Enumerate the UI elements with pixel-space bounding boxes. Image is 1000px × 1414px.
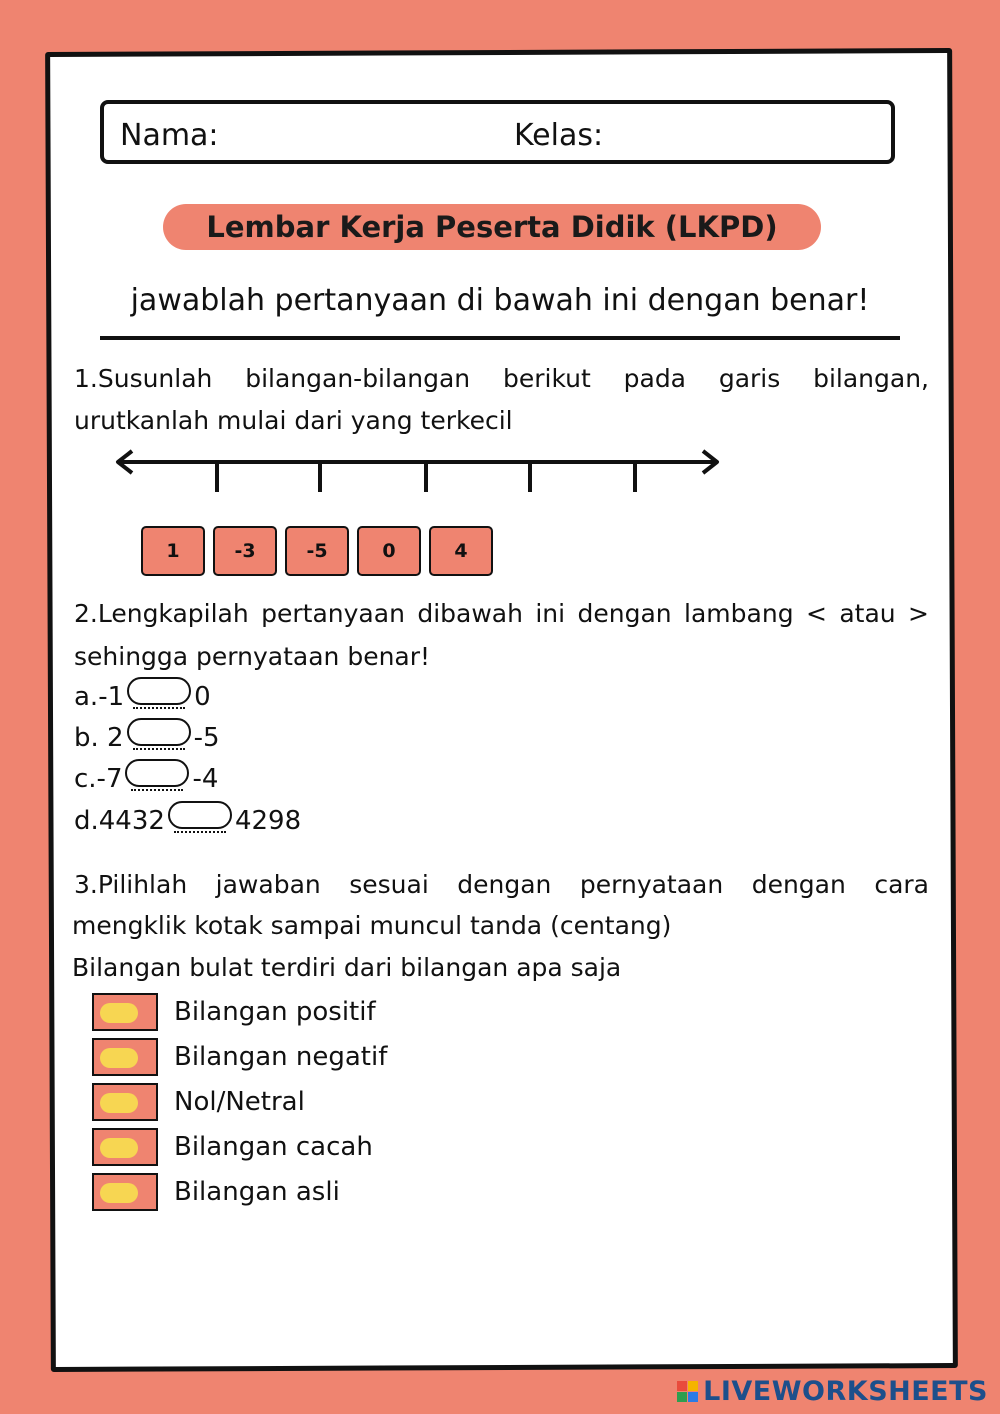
answer-input[interactable]: [168, 801, 232, 829]
option-checkbox[interactable]: [92, 1173, 158, 1211]
q2-item-right: -4: [192, 764, 219, 794]
divider: [100, 336, 900, 340]
brand-name: LIVEWORKSHEETS: [703, 1376, 988, 1407]
option-label: Nol/Netral: [174, 1087, 305, 1117]
draggable-tile[interactable]: 1: [141, 526, 205, 576]
number-line: [110, 440, 730, 500]
option-checkbox[interactable]: [92, 1083, 158, 1121]
draggable-tile[interactable]: 4: [429, 526, 493, 576]
q1-line1: 1.Susunlah bilangan-bilangan berikut pada garis bilangan,: [74, 364, 929, 393]
q2-line2: sehingga pernyataan benar!: [74, 642, 431, 671]
q2-item-left: b. 2: [74, 723, 124, 753]
option-label: Bilangan asli: [174, 1177, 340, 1207]
q2-item-left: c.-7: [74, 764, 123, 794]
q3-line2: mengklik kotak sampai muncul tanda (centang): [72, 911, 672, 940]
q1-line2: urutkanlah mulai dari yang terkecil: [74, 406, 513, 435]
option-label: Bilangan cacah: [174, 1132, 373, 1162]
q3-line3: Bilangan bulat terdiri dari bilangan apa saja: [72, 953, 622, 982]
class-label: Kelas:: [514, 118, 604, 153]
q2-item-left: a.-1: [74, 682, 125, 712]
option-checkbox[interactable]: [92, 1038, 158, 1076]
q2-item-right: 4298: [234, 806, 302, 836]
q2-item-c: [74, 759, 218, 799]
q2-item-d: [74, 801, 301, 841]
instruction-text: jawablah pertanyaan di bawah ini dengan benar!: [130, 283, 870, 318]
name-label: Nama:: [120, 118, 219, 153]
option-row: [92, 1172, 340, 1212]
option-row: [92, 1127, 373, 1167]
page-title: Lembar Kerja Peserta Didik (LKPD): [163, 204, 821, 250]
option-label: Bilangan positif: [174, 997, 376, 1027]
option-checkbox[interactable]: [92, 1128, 158, 1166]
option-label: Bilangan negatif: [174, 1042, 388, 1072]
q2-item-left: d.4432: [74, 806, 165, 836]
draggable-tile[interactable]: 0: [357, 526, 421, 576]
draggable-tile[interactable]: -5: [285, 526, 349, 576]
q2-line1: 2.Lengkapilah pertanyaan dibawah ini dengan lambang < atau >: [74, 599, 929, 628]
answer-input[interactable]: [127, 677, 191, 705]
name-class-box: [100, 100, 895, 164]
q3-line1: 3.Pilihlah jawaban sesuai dengan pernyataan dengan cara: [74, 870, 929, 899]
q2-item-b: [74, 718, 220, 758]
option-row: [92, 992, 376, 1032]
draggable-tile[interactable]: -3: [213, 526, 277, 576]
q2-item-a: [74, 677, 211, 717]
option-checkbox[interactable]: [92, 993, 158, 1031]
option-row: [92, 1082, 305, 1122]
brand-logo: [677, 1376, 988, 1407]
option-row: [92, 1037, 387, 1077]
answer-input[interactable]: [125, 759, 189, 787]
liveworksheets-logo-icon: [677, 1381, 699, 1403]
q2-item-right: -5: [193, 723, 220, 753]
q2-item-right: 0: [194, 682, 211, 712]
answer-input[interactable]: [127, 718, 191, 746]
